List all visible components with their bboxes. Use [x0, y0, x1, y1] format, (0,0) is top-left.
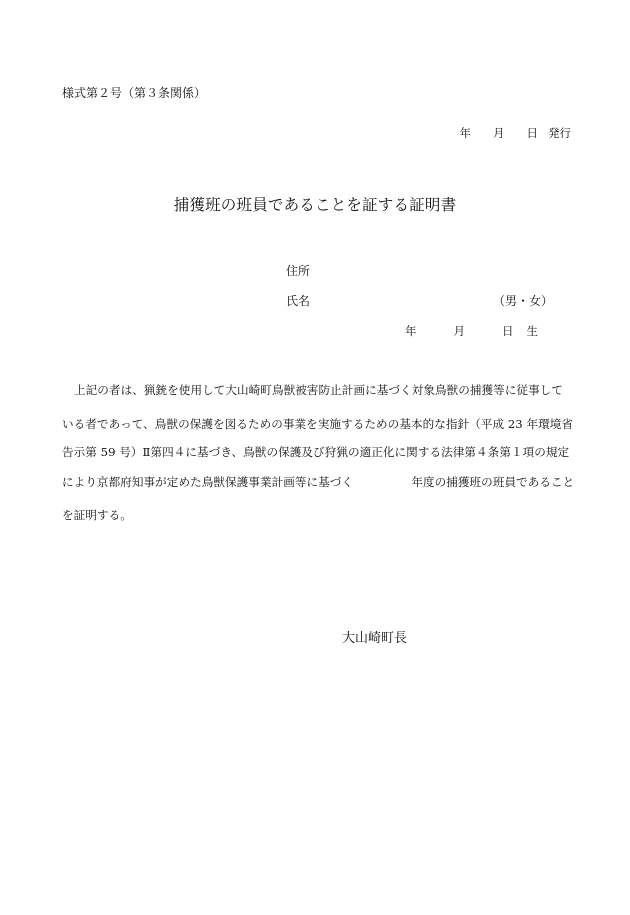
body-text-line: 上記の者は、猟銃を使用して大山崎町鳥獣被害防止計画に基づく対象鳥獣の捕獲等に従事して — [74, 383, 564, 397]
issue-month-label: 月 — [493, 126, 505, 140]
document-title: 捕獲班の班員であることを証する証明書 — [173, 196, 457, 214]
address-label: 住所 — [286, 264, 311, 278]
issue-year-label: 年 — [459, 126, 471, 140]
birth-year-label: 年 — [405, 324, 417, 338]
issue-date-line — [460, 125, 572, 141]
form-number: 様式第２号（第３条関係） — [62, 86, 207, 100]
issue-day-label: 日 — [526, 126, 538, 140]
issued-label: 発行 — [548, 126, 571, 140]
birth-month-label: 月 — [453, 324, 465, 338]
birth-day-label: 日 — [502, 324, 514, 338]
gender-choice: （男・女） — [493, 294, 554, 308]
birth-date-line — [405, 323, 538, 339]
signatory: 大山崎町長 — [342, 631, 408, 646]
name-label: 氏名 — [286, 294, 311, 308]
body-text-line: により京都府知事が定めた鳥獣保護事業計画等に基づく 年度の捕獲班の班員であること — [62, 475, 575, 489]
born-label: 生 — [526, 324, 538, 338]
body-text-line: 告示第 59 号）Ⅱ第四４に基づき、鳥獣の保護及び狩猟の適正化に関する法律第４条第１項の規定 — [62, 445, 570, 459]
body-text-line: いる者であって、鳥獣の保護を図るための事業を実施するための基本的な指針（平成 23 年環境省 — [62, 417, 574, 431]
body-text-line: を証明する。 — [62, 508, 132, 522]
